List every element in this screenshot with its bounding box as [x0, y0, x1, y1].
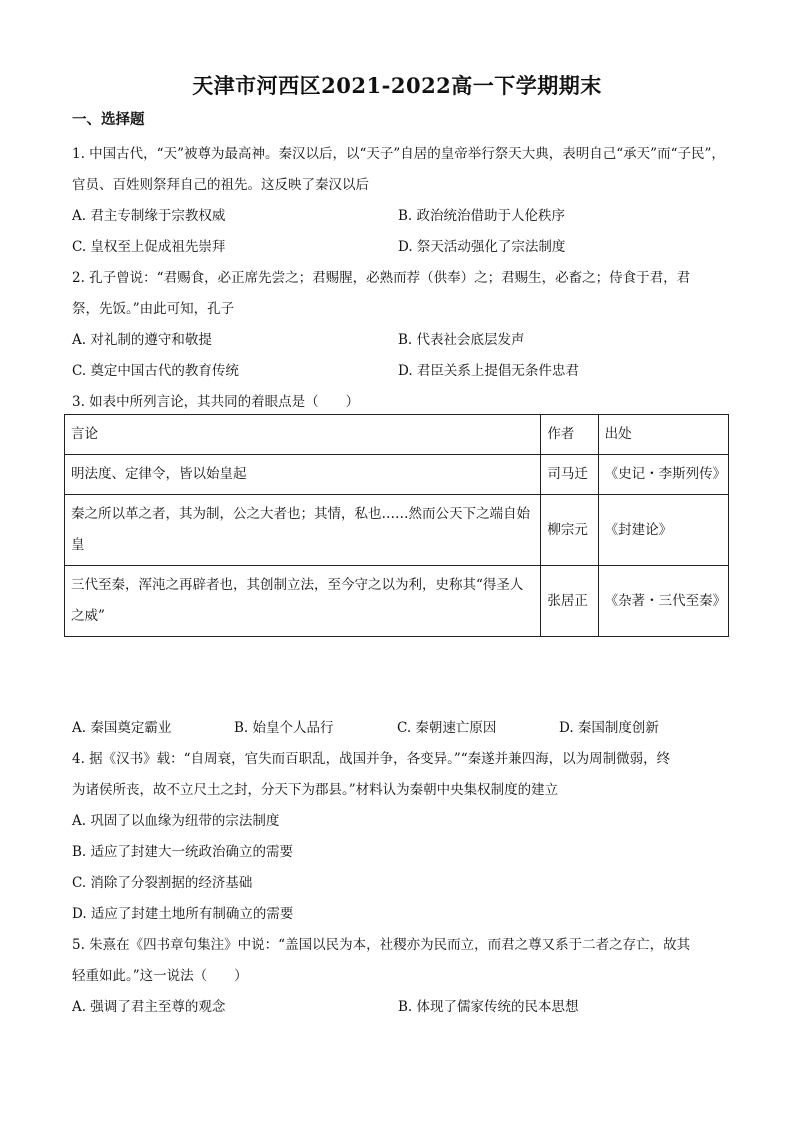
section-heading: 一、选择题: [72, 111, 145, 128]
q4-option-d: D. 适应了封建土地所有制确立的需要: [72, 906, 294, 922]
q3-option-c: C. 秦朝速亡原因: [397, 720, 497, 736]
table-header: 作者: [541, 415, 598, 455]
q2-option-a: A. 对礼制的遵守和敬提: [72, 332, 212, 348]
q5-stem-line2: 轻重如此。”这一说法（ ）: [72, 968, 248, 984]
table-cell-source: 《封建论》: [598, 495, 728, 566]
table-row: [65, 566, 729, 637]
q5-option-a: A. 强调了君主至尊的观念: [72, 999, 226, 1015]
q1-option-d: D. 祭天活动强化了宗法制度: [398, 239, 566, 255]
table-cell-quote: 秦之所以革之者，其为制，公之大者也；其情，私也……然而公天下之端自始皇: [65, 495, 541, 566]
table-cell-author: 柳宗元: [541, 495, 598, 566]
q2-option-d: D. 君臣关系上提倡无条件忠君: [398, 363, 579, 379]
q3-stem: 3. 如表中所列言论，其共同的着眼点是（ ）: [72, 394, 360, 410]
q3-option-d: D. 秦国制度创新: [559, 720, 659, 736]
q2-stem-line1: 2. 孔子曾说：“君赐食，必正席先尝之；君赐腥，必熟而荐（供奉）之；君赐生，必畜之；侍食于君，君: [72, 270, 691, 286]
q4-option-b: B. 适应了封建大一统政治确立的需要: [72, 844, 294, 860]
q3-option-a: A. 秦国奠定霸业: [72, 720, 172, 736]
table-cell-author: 司马迁: [541, 455, 598, 495]
table-header-row: [65, 415, 729, 455]
q2-option-c: C. 奠定中国古代的教育传统: [72, 363, 239, 379]
q1-stem-line1: 1. 中国古代，“天”被尊为最高神。秦汉以后，以“天子”自居的皇帝举行祭天大典，表明自己“承天”而“子民”，: [72, 146, 725, 162]
q5-stem-line1: 5. 朱熹在《四书章句集注》中说：“盖国以民为本，社稷亦为民而立，而君之尊又系于二者之存亡，故其: [72, 937, 691, 953]
table-header: 出处: [598, 415, 728, 455]
q2-stem-line2: 祭，先饭。”由此可知，孔子: [72, 301, 235, 317]
q1-option-a: A. 君主专制缘于宗教权威: [72, 208, 226, 224]
q1-option-c: C. 皇权至上促成祖先崇拜: [72, 239, 226, 255]
table-cell-source: 《史记・李斯列传》: [598, 455, 728, 495]
quote-table: [64, 414, 729, 637]
q2-option-b: B. 代表社会底层发声: [398, 332, 525, 348]
q3-option-b: B. 始皇个人品行: [234, 720, 334, 736]
q1-option-b: B. 政治统治借助于人伦秩序: [398, 208, 566, 224]
table-row: [65, 495, 729, 566]
table-cell-author: 张居正: [541, 566, 598, 637]
table-cell-source: 《杂著・三代至秦》: [598, 566, 728, 637]
q4-stem-line2: 为诸侯所丧，故不立尺土之封，分天下为郡县。”材料认为秦朝中央集权制度的建立: [72, 782, 559, 798]
q4-option-c: C. 消除了分裂割据的经济基础: [72, 875, 253, 891]
table-cell-quote: 明法度、定律令，皆以始皇起: [65, 455, 541, 495]
q4-stem-line1: 4. 据《汉书》载：“自周衰，官失而百职乱，战国并争，各变异。”“秦遂并兼四海，以为周制微弱，终: [72, 751, 671, 767]
page-title: 天津市河西区2021-2022高一下学期期末: [192, 73, 602, 98]
table-row: [65, 455, 729, 495]
q1-stem-line2: 官员、百姓则祭拜自己的祖先。这反映了秦汉以后: [72, 177, 369, 193]
q4-option-a: A. 巩固了以血缘为纽带的宗法制度: [72, 813, 280, 829]
table-cell-quote: 三代至秦，浑沌之再辟者也，其创制立法，至今守之以为利，史称其“得圣人之威”: [65, 566, 541, 637]
q5-option-b: B. 体现了儒家传统的民本思想: [398, 999, 579, 1015]
table-header: 言论: [65, 415, 541, 455]
